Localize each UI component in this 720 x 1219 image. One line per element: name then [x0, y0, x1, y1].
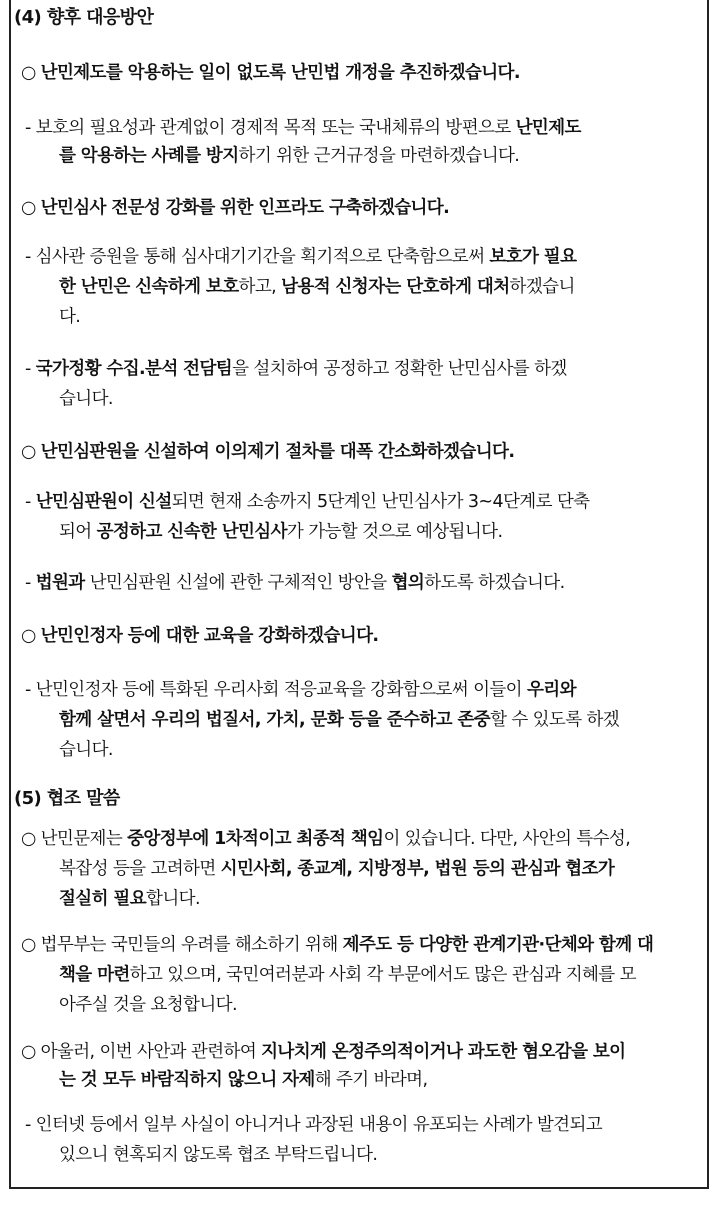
text-segment: 지나치게 온정주의적이거나 과도한 혐오감을 보이	[261, 1042, 626, 1062]
text-segment: 중앙정부에 1차적이고 최종적 책임	[127, 829, 384, 849]
text-segment: (5) 협조 말씀	[14, 788, 120, 809]
text-segment: 난민제도를 악용하는 일이 없도록 난민법 개정을 추진하겠습니다.	[40, 63, 520, 83]
text-segment: ○ 아울러, 이번 사안과 관련하여	[21, 1042, 262, 1062]
text-segment: 하고,	[238, 277, 282, 297]
text-line-24	[59, 963, 636, 987]
text-segment: 남용적 신청자는 단호하게 대처	[281, 277, 510, 297]
text-segment: 시민사회, 종교계, 지방정부, 법원 등의 관심과 협조가	[220, 859, 615, 879]
text-segment: 되면 현재 소송까지 5단계인 난민심사가 3~4단계로 단축	[171, 492, 590, 512]
text-segment: 다.	[59, 307, 81, 327]
text-segment: 협의	[391, 573, 425, 593]
text-segment: - 인터넷 등에서 일부 사실이 아니거나 과장된 내용이 유포되는 사례가 발견되고	[25, 1115, 603, 1135]
text-segment: 한 난민은 신속하게 보호	[59, 277, 239, 297]
text-segment: ○	[21, 63, 41, 83]
text-segment: 함께 살면서 우리의 법질서, 가치, 문화 등을 준수하고 존중	[59, 710, 491, 730]
text-line-2	[21, 61, 520, 85]
text-segment: 난민인정자 등에 대한 교육을 강화하겠습니다.	[40, 626, 379, 646]
text-segment: 하겠습니	[509, 277, 575, 297]
text-segment: 를 악용하는 사례를 방지	[59, 146, 239, 166]
text-segment: ○ 난민문제는	[21, 829, 128, 849]
text-segment: 공정하고 신속한 난민심사	[96, 522, 287, 542]
text-segment: 책을 마련	[59, 965, 130, 985]
text-segment: 되어	[59, 522, 97, 542]
text-segment: 난민심사 전문성 강화를 위한 인프라도 구축하겠습니다.	[40, 198, 450, 218]
text-line-13	[59, 520, 502, 544]
text-line-11	[21, 440, 514, 464]
text-segment: 법원과	[35, 573, 85, 593]
text-segment: ○ 법무부는 국민들의 우려를 해소하기 위해	[21, 935, 343, 955]
text-line-12	[25, 490, 589, 514]
text-segment: 국가정황 수집.분석 전담팀	[35, 359, 233, 379]
text-segment: - 난민인정자 등에 특화된 우리사회 적응교육을 강화함으로써 이들이	[25, 680, 527, 700]
text-segment: -	[25, 573, 36, 593]
text-segment: - 심사관 증원을 통해 심사대기기간을 획기적으로 단축함으로써	[25, 247, 490, 267]
text-segment: 하고 있으며, 국민여러분과 사회 각 부문에서도 많은 관심과 지혜를 모	[129, 965, 636, 985]
text-segment: 하도록 하겠습니다.	[424, 573, 565, 593]
text-segment: 을 설치하여 공정하고 정확한 난민심사를 하겠	[232, 359, 567, 379]
text-line-6	[25, 245, 576, 269]
text-segment: ○	[21, 626, 41, 646]
text-line-9	[25, 357, 567, 381]
text-segment: 아주실 것을 요청합니다.	[59, 995, 237, 1015]
text-line-20	[21, 827, 630, 851]
text-segment: 난민심판원을 신설하여 이의제기 절차를 대폭 간소화하겠습니다.	[40, 442, 515, 462]
text-segment: 해 주기 바라며,	[314, 1070, 428, 1090]
text-line-22	[59, 887, 200, 911]
text-segment: 이 있습니다. 다만, 사안의 특수성,	[383, 829, 631, 849]
text-line-18	[59, 738, 113, 762]
text-line-16	[25, 678, 576, 702]
text-line-23	[21, 933, 653, 957]
text-segment: 가 가능할 것으로 예상됩니다.	[286, 522, 503, 542]
text-segment: ○	[21, 442, 41, 462]
text-line-28	[25, 1113, 602, 1137]
text-line-3	[25, 116, 581, 140]
text-line-7	[59, 275, 575, 299]
text-segment: 제주도 등 다양한 관계기관·단체와 함께 대	[342, 935, 654, 955]
text-line-17	[59, 708, 619, 732]
text-segment: 난민제도	[515, 118, 581, 138]
text-segment: 난민심판원 신설에 관한 구체적인 방안을	[84, 573, 392, 593]
text-segment: 습니다.	[59, 389, 113, 409]
text-segment: 보호가 필요	[489, 247, 577, 267]
text-segment: - 보호의 필요성과 관계없이 경제적 목적 또는 국내체류의 방편으로	[25, 118, 516, 138]
text-segment: -	[25, 492, 36, 512]
text-line-4	[59, 144, 519, 168]
text-segment: 절실히 필요	[59, 889, 147, 909]
text-segment: 는 것 모두 바람직하지 않으니 자제	[59, 1070, 315, 1090]
text-line-27	[59, 1068, 427, 1092]
text-segment: 습니다.	[59, 740, 113, 760]
text-line-26	[21, 1040, 625, 1064]
text-line-5	[21, 196, 449, 220]
text-segment: 합니다.	[146, 889, 200, 909]
text-line-1	[14, 6, 153, 30]
document-page	[9, 0, 709, 1189]
text-line-21	[59, 857, 614, 881]
text-segment: (4) 향후 대응방안	[14, 7, 154, 28]
text-line-29	[59, 1143, 377, 1167]
text-segment: -	[25, 359, 36, 379]
text-line-8	[59, 305, 80, 329]
text-segment: 있으니 현혹되지 않도록 협조 부탁드립니다.	[59, 1145, 378, 1165]
text-segment: 복잡성 등을 고려하면	[59, 859, 221, 879]
text-segment: 하기 위한 근거규정을 마련하겠습니다.	[238, 146, 520, 166]
text-segment: 우리와	[526, 680, 576, 700]
text-line-25	[59, 993, 237, 1017]
text-segment: ○	[21, 198, 41, 218]
text-segment: 난민심판원이 신설	[35, 492, 172, 512]
text-segment: 할 수 있도록 하겠	[490, 710, 620, 730]
text-line-19	[14, 787, 120, 811]
text-line-14	[25, 571, 565, 595]
text-line-10	[59, 387, 113, 411]
text-line-15	[21, 624, 378, 648]
